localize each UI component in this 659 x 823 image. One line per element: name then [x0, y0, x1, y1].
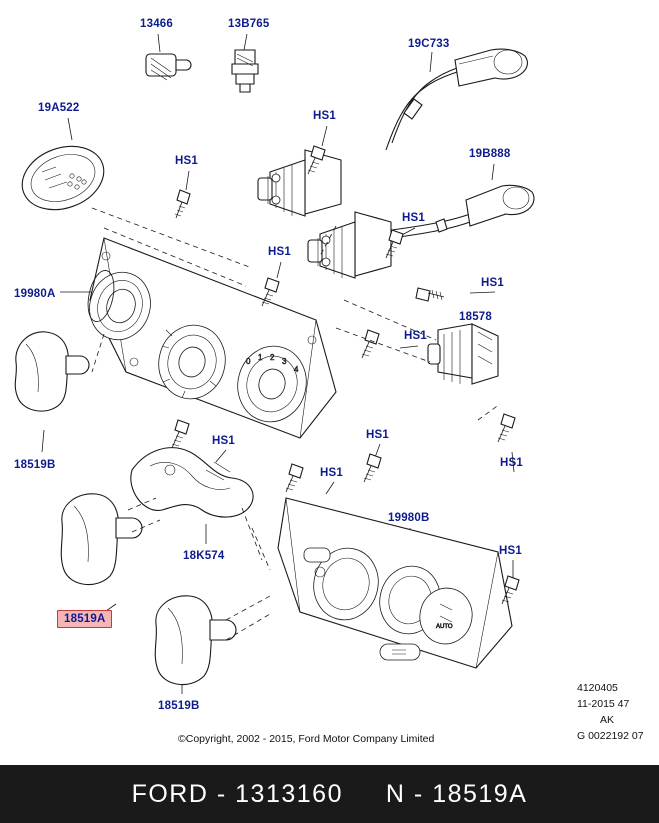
- part-label-hs1-i: HS1: [366, 429, 389, 441]
- svg-text:0: 0: [246, 357, 251, 366]
- part-label-18519b-2: 18519B: [158, 700, 200, 712]
- part-label-18519a: 18519A: [57, 610, 112, 628]
- svg-text:3: 3: [282, 357, 287, 366]
- drawing-revision: AK: [600, 714, 615, 726]
- part-19980A: [81, 238, 336, 438]
- svg-text:4: 4: [294, 365, 299, 374]
- part-label-hs1-a: HS1: [313, 110, 336, 122]
- footer-part-number: 1313160: [235, 779, 343, 808]
- part-18519B-upper: [15, 332, 89, 411]
- part-label-hs1-j: HS1: [320, 467, 343, 479]
- part-label-hs1-e: HS1: [481, 277, 504, 289]
- part-18K574: [131, 448, 253, 517]
- part-label-hs1-g: HS1: [500, 457, 523, 469]
- footer-bar: [0, 765, 659, 823]
- part-label-19980b: 19980B: [388, 512, 430, 524]
- footer-suffix-prefix: N: [385, 779, 406, 808]
- drawing-date-code: 11-2015 47: [577, 698, 630, 710]
- svg-text:1: 1: [258, 353, 263, 362]
- part-label-18578: 18578: [459, 311, 492, 323]
- part-label-hs1-c: HS1: [402, 212, 425, 224]
- part-label-13466: 13466: [140, 18, 173, 30]
- part-label-hs1-b: HS1: [175, 155, 198, 167]
- part-actuator-upper: [258, 150, 341, 216]
- part-19A522: [13, 135, 112, 220]
- footer-suffix-number: 18519A: [432, 779, 528, 808]
- part-19C733: [386, 49, 527, 150]
- part-label-19980a: 19980A: [14, 288, 56, 300]
- part-actuator-lower: [308, 212, 391, 278]
- part-label-hs1-k: HS1: [499, 545, 522, 557]
- footer-brand: FORD: [131, 779, 209, 808]
- part-label-18k574: 18K574: [183, 550, 225, 562]
- part-label-hs1-d: HS1: [268, 246, 291, 258]
- drawing-ref: G 0022192 07: [577, 730, 644, 742]
- part-18519A: [61, 494, 142, 585]
- part-label-19b888: 19B888: [469, 148, 511, 160]
- copyright-notice: ©Copyright, 2002 - 2015, Ford Motor Company Limited: [178, 733, 435, 745]
- part-18578: [428, 324, 498, 384]
- footer-text: FORD - 1313160 N - 18519A: [131, 779, 528, 808]
- svg-text:2: 2: [270, 353, 275, 362]
- svg-text:AUTO: AUTO: [436, 624, 453, 630]
- part-label-13b765: 13B765: [228, 18, 270, 30]
- part-label-hs1-f: HS1: [404, 330, 427, 342]
- drawing-number: 4120405: [577, 682, 618, 694]
- part-13466: [146, 54, 191, 80]
- part-18519B-lower: [155, 596, 236, 685]
- part-label-18519b-1: 18519B: [14, 459, 56, 471]
- part-label-19a522: 19A522: [38, 102, 80, 114]
- part-label-hs1-h: HS1: [212, 435, 235, 447]
- part-13B765: [232, 50, 258, 92]
- part-label-19c733: 19C733: [408, 38, 450, 50]
